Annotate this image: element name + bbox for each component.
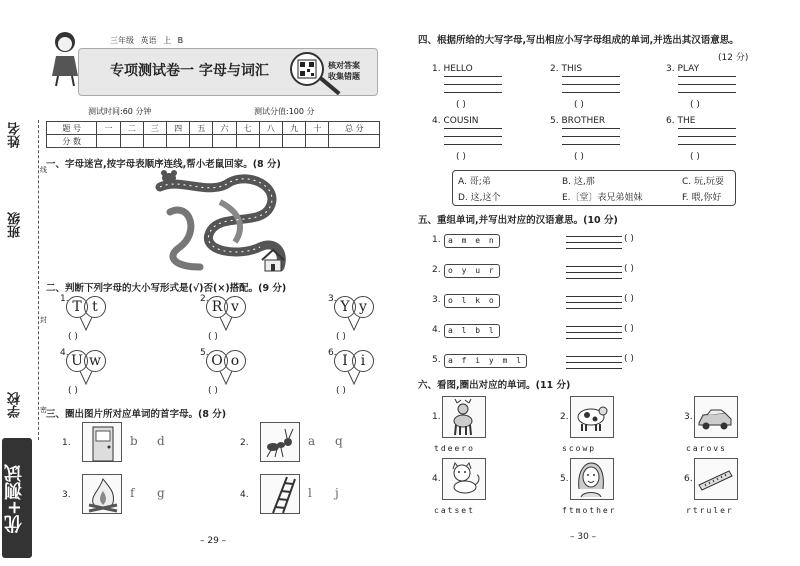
score-input-cell[interactable]: [283, 135, 306, 148]
item-number: 1.: [62, 438, 71, 448]
house-icon: [260, 248, 286, 272]
balloon-upper: U: [66, 350, 88, 372]
score-input-cell[interactable]: [213, 135, 236, 148]
letter-chips: o y u r: [444, 264, 500, 278]
score-header-cell: 七: [236, 122, 259, 135]
score-input-cell[interactable]: [259, 135, 282, 148]
balloon-upper: Y: [334, 296, 356, 318]
item-number: 3.: [328, 294, 337, 304]
balloon-upper: O: [206, 350, 228, 372]
uppercase-word: [432, 64, 473, 74]
balloon-string-icon: [218, 370, 234, 384]
mouse-icon: [160, 168, 178, 184]
balloon-lower: t: [84, 296, 106, 318]
score-header-cell: 题 号: [47, 122, 97, 135]
answer-paren[interactable]: ( ): [574, 152, 584, 162]
item-number: 3.: [62, 490, 71, 500]
letter-option[interactable]: q: [335, 434, 343, 448]
score-header-cell: 总 分: [329, 122, 380, 135]
question-6-title: 六、看图,圈出对应的单词。(11 分): [418, 380, 571, 391]
meaning-paren[interactable]: ( ): [624, 354, 634, 364]
letter-chips: a l b l: [444, 324, 500, 338]
item-number: 5.: [200, 348, 209, 358]
letter-chips: a f i y m l: [444, 354, 527, 368]
class-label: 班级: [8, 212, 23, 238]
score-input-cell[interactable]: [97, 135, 120, 148]
score-input-cell[interactable]: [236, 135, 259, 148]
word-text: COUSIN: [443, 116, 479, 126]
item-number: 6.: [666, 116, 675, 126]
score-input-cell[interactable]: [306, 135, 329, 148]
score-input-cell[interactable]: [329, 135, 380, 148]
answer-paren[interactable]: ( ): [456, 100, 466, 110]
car-icon: [694, 396, 738, 438]
letter-string[interactable]: rtruler: [686, 506, 734, 515]
item-number: 4.: [240, 490, 249, 500]
meaning-option: A. 哥;弟: [458, 177, 491, 187]
meaning-paren[interactable]: ( ): [624, 234, 634, 244]
letter-option[interactable]: g: [157, 486, 165, 500]
write-line[interactable]: [566, 362, 622, 363]
score-header-cell: 一: [97, 122, 120, 135]
page-title: 专项测试卷一 字母与词汇: [110, 63, 269, 79]
balloon-upper: T: [66, 296, 88, 318]
letter-string[interactable]: scowp: [562, 444, 597, 453]
brand-logo: 优+测试: [2, 438, 32, 558]
write-line[interactable]: [444, 84, 502, 85]
letter-chips: o l k o: [444, 294, 500, 308]
write-line[interactable]: [444, 144, 502, 145]
item-number: 4.: [432, 325, 441, 335]
binding-line: [38, 120, 39, 440]
page-number-right: – 30 –: [570, 532, 597, 542]
question-2-title: 二、判断下列字母的大小写形式是(√)否(×)搭配。(9 分): [46, 283, 287, 294]
letter-string[interactable]: carovs: [686, 444, 727, 453]
balloon-upper: I: [334, 350, 356, 372]
cat-icon: [442, 458, 486, 500]
write-line[interactable]: [678, 136, 736, 137]
answer-paren[interactable]: ( ): [690, 152, 700, 162]
score-input-cell[interactable]: [167, 135, 190, 148]
write-line[interactable]: [562, 76, 620, 77]
balloon-lower: o: [224, 350, 246, 372]
girl-mascot-icon: [48, 28, 82, 88]
seal-mark: 线: [40, 166, 47, 174]
question-1-title: 一、字母迷宫,按字母表顺序连线,帮小老鼠回家。(8 分): [46, 159, 281, 170]
item-number: 4.: [60, 348, 69, 358]
letter-string[interactable]: ftmother: [562, 506, 617, 515]
write-line[interactable]: [444, 128, 502, 129]
school-label: 学校: [8, 392, 23, 418]
item-number: 1.: [432, 64, 441, 74]
balloon-lower: v: [224, 296, 246, 318]
write-line[interactable]: [566, 266, 622, 267]
uppercase-word: [550, 64, 582, 74]
balloon-lower: i: [352, 350, 374, 372]
seal-mark: 密: [40, 406, 47, 414]
item-number: 1.: [432, 235, 441, 245]
question-5-title: 五、重组单词,并写出对应的汉语意思。(10 分): [418, 215, 618, 226]
write-line[interactable]: [562, 136, 620, 137]
letter-option[interactable]: a: [308, 434, 316, 448]
uppercase-word: [666, 64, 699, 74]
answer-paren[interactable]: ( ): [68, 386, 78, 396]
answer-paren[interactable]: ( ): [208, 386, 218, 396]
item-number: 6.: [684, 474, 693, 484]
uppercase-word: [432, 116, 479, 126]
qr-code-icon[interactable]: [290, 52, 324, 86]
letter-option[interactable]: l: [308, 486, 312, 500]
item-number: 2.: [560, 412, 569, 422]
ruler-icon: [694, 458, 738, 500]
letter-option[interactable]: f: [130, 486, 135, 500]
deer-icon: [442, 396, 486, 438]
item-number: 2.: [200, 294, 209, 304]
grade: 三年级: [110, 36, 134, 45]
meaning-option: D. 这,这个: [458, 193, 501, 203]
score-header-cell: 十: [306, 122, 329, 135]
item-number: 4.: [432, 116, 441, 126]
letter-option[interactable]: b: [130, 434, 138, 448]
write-line[interactable]: [678, 76, 736, 77]
write-line[interactable]: [566, 356, 622, 357]
write-line[interactable]: [678, 84, 736, 85]
balloon-upper: R: [206, 296, 228, 318]
item-number: 2.: [432, 265, 441, 275]
score-row-label: 分 数: [47, 135, 97, 148]
answer-paren[interactable]: ( ): [456, 152, 466, 162]
meaning-paren[interactable]: ( ): [624, 264, 634, 274]
subject: 英语: [140, 36, 157, 45]
letter-chips: a m e n: [444, 234, 500, 248]
answer-paren[interactable]: ( ): [68, 332, 78, 342]
item-number: 1.: [60, 294, 69, 304]
score-header-cell: 四: [167, 122, 190, 135]
meaning-paren[interactable]: ( ): [624, 324, 634, 334]
write-line[interactable]: [678, 128, 736, 129]
letter-option[interactable]: j: [335, 486, 339, 500]
score-table-scores: [47, 135, 380, 148]
answer-paren[interactable]: ( ): [690, 100, 700, 110]
page-number-left: – 29 –: [200, 536, 227, 546]
meaning-paren[interactable]: ( ): [624, 294, 634, 304]
ladder-icon: [260, 474, 300, 514]
header-meta: [110, 35, 183, 46]
word-text: BROTHER: [561, 116, 606, 126]
score-input-cell[interactable]: [120, 135, 143, 148]
answer-paren[interactable]: ( ): [208, 332, 218, 342]
answer-paren[interactable]: ( ): [574, 100, 584, 110]
score-input-cell[interactable]: [143, 135, 166, 148]
answer-paren[interactable]: ( ): [336, 386, 346, 396]
write-line[interactable]: [566, 332, 622, 333]
item-number: 1.: [432, 412, 441, 422]
question-3-title: 三、圈出图片所对应单词的首字母。(8 分): [46, 409, 227, 420]
balloon-string-icon: [346, 316, 362, 330]
write-line[interactable]: [566, 338, 622, 339]
write-line[interactable]: [562, 144, 620, 145]
score-table-header: [47, 122, 380, 135]
score-header-cell: 三: [143, 122, 166, 135]
edition: B: [177, 36, 184, 45]
item-number: 5.: [550, 116, 559, 126]
meaning-option: C. 玩,玩耍: [682, 177, 724, 187]
qr-caption: [328, 60, 360, 82]
score-label: 测试分值:100 分: [254, 107, 315, 116]
write-line[interactable]: [566, 308, 622, 309]
letter-option[interactable]: d: [157, 434, 165, 448]
write-line[interactable]: [566, 278, 622, 279]
qr-caption-2: 收集错题: [328, 72, 360, 81]
item-number: 6.: [328, 348, 337, 358]
binding-sidebar: [0, 0, 47, 566]
score-header-cell: 六: [213, 122, 236, 135]
write-line[interactable]: [678, 144, 736, 145]
cow-icon: [570, 396, 614, 438]
word-text: THIS: [561, 64, 583, 74]
meaning-option: B. 这,那: [562, 177, 595, 187]
name-label: 姓名: [8, 122, 23, 148]
letter-string[interactable]: catset: [434, 506, 475, 515]
score-header-cell: 八: [259, 122, 282, 135]
write-line[interactable]: [566, 296, 622, 297]
term: 上: [163, 36, 172, 45]
write-line[interactable]: [566, 302, 622, 303]
balloon-string-icon: [78, 316, 94, 330]
write-line[interactable]: [444, 136, 502, 137]
write-line[interactable]: [566, 368, 622, 369]
word-text: HELLO: [443, 64, 473, 74]
item-number: 3.: [666, 64, 675, 74]
write-line[interactable]: [566, 248, 622, 249]
item-number: 3.: [432, 295, 441, 305]
uppercase-word: [550, 116, 605, 126]
balloon-lower: w: [84, 350, 106, 372]
word-text: PLAY: [677, 64, 700, 74]
meaning-option: E.〔堂〕表兄弟姐妹: [562, 193, 643, 203]
answer-paren[interactable]: ( ): [336, 332, 346, 342]
fire-icon: [82, 474, 122, 514]
balloon-string-icon: [78, 370, 94, 384]
item-number: 5.: [432, 355, 441, 365]
write-line[interactable]: [562, 128, 620, 129]
item-number: 5.: [560, 474, 569, 484]
letter-string[interactable]: tdeero: [434, 444, 475, 453]
score-header-cell: 二: [120, 122, 143, 135]
balloon-lower: y: [352, 296, 374, 318]
write-line[interactable]: [566, 326, 622, 327]
qr-caption-1: 核对答案: [328, 61, 360, 70]
write-line[interactable]: [444, 92, 502, 93]
write-line[interactable]: [562, 92, 620, 93]
mother-icon: [570, 458, 614, 500]
write-line[interactable]: [566, 272, 622, 273]
item-number: 4.: [432, 474, 441, 484]
word-text: THE: [677, 116, 696, 126]
seal-mark: 封: [40, 316, 47, 324]
question-4-title: 四、根据所给的大写字母,写出相应小写字母组成的单词,并选出其汉语意思。: [418, 35, 739, 46]
score-header-cell: 九: [283, 122, 306, 135]
balloon-string-icon: [218, 316, 234, 330]
balloon-string-icon: [346, 370, 362, 384]
item-number: 2.: [550, 64, 559, 74]
question-4-score: (12 分): [718, 53, 749, 63]
door-icon: [82, 422, 122, 462]
meaning-option: F. 喂,你好: [682, 193, 722, 203]
score-input-cell[interactable]: [190, 135, 213, 148]
ant-icon: [260, 422, 300, 462]
write-line[interactable]: [566, 242, 622, 243]
item-number: 2.: [240, 438, 249, 448]
item-number: 3.: [684, 412, 693, 422]
write-line[interactable]: [562, 84, 620, 85]
write-line[interactable]: [566, 236, 622, 237]
write-line[interactable]: [678, 92, 736, 93]
score-header-cell: 五: [190, 122, 213, 135]
write-line[interactable]: [444, 76, 502, 77]
score-table: [46, 121, 380, 148]
uppercase-word: [666, 116, 695, 126]
time-label: 测试时间:60 分钟: [88, 107, 152, 116]
